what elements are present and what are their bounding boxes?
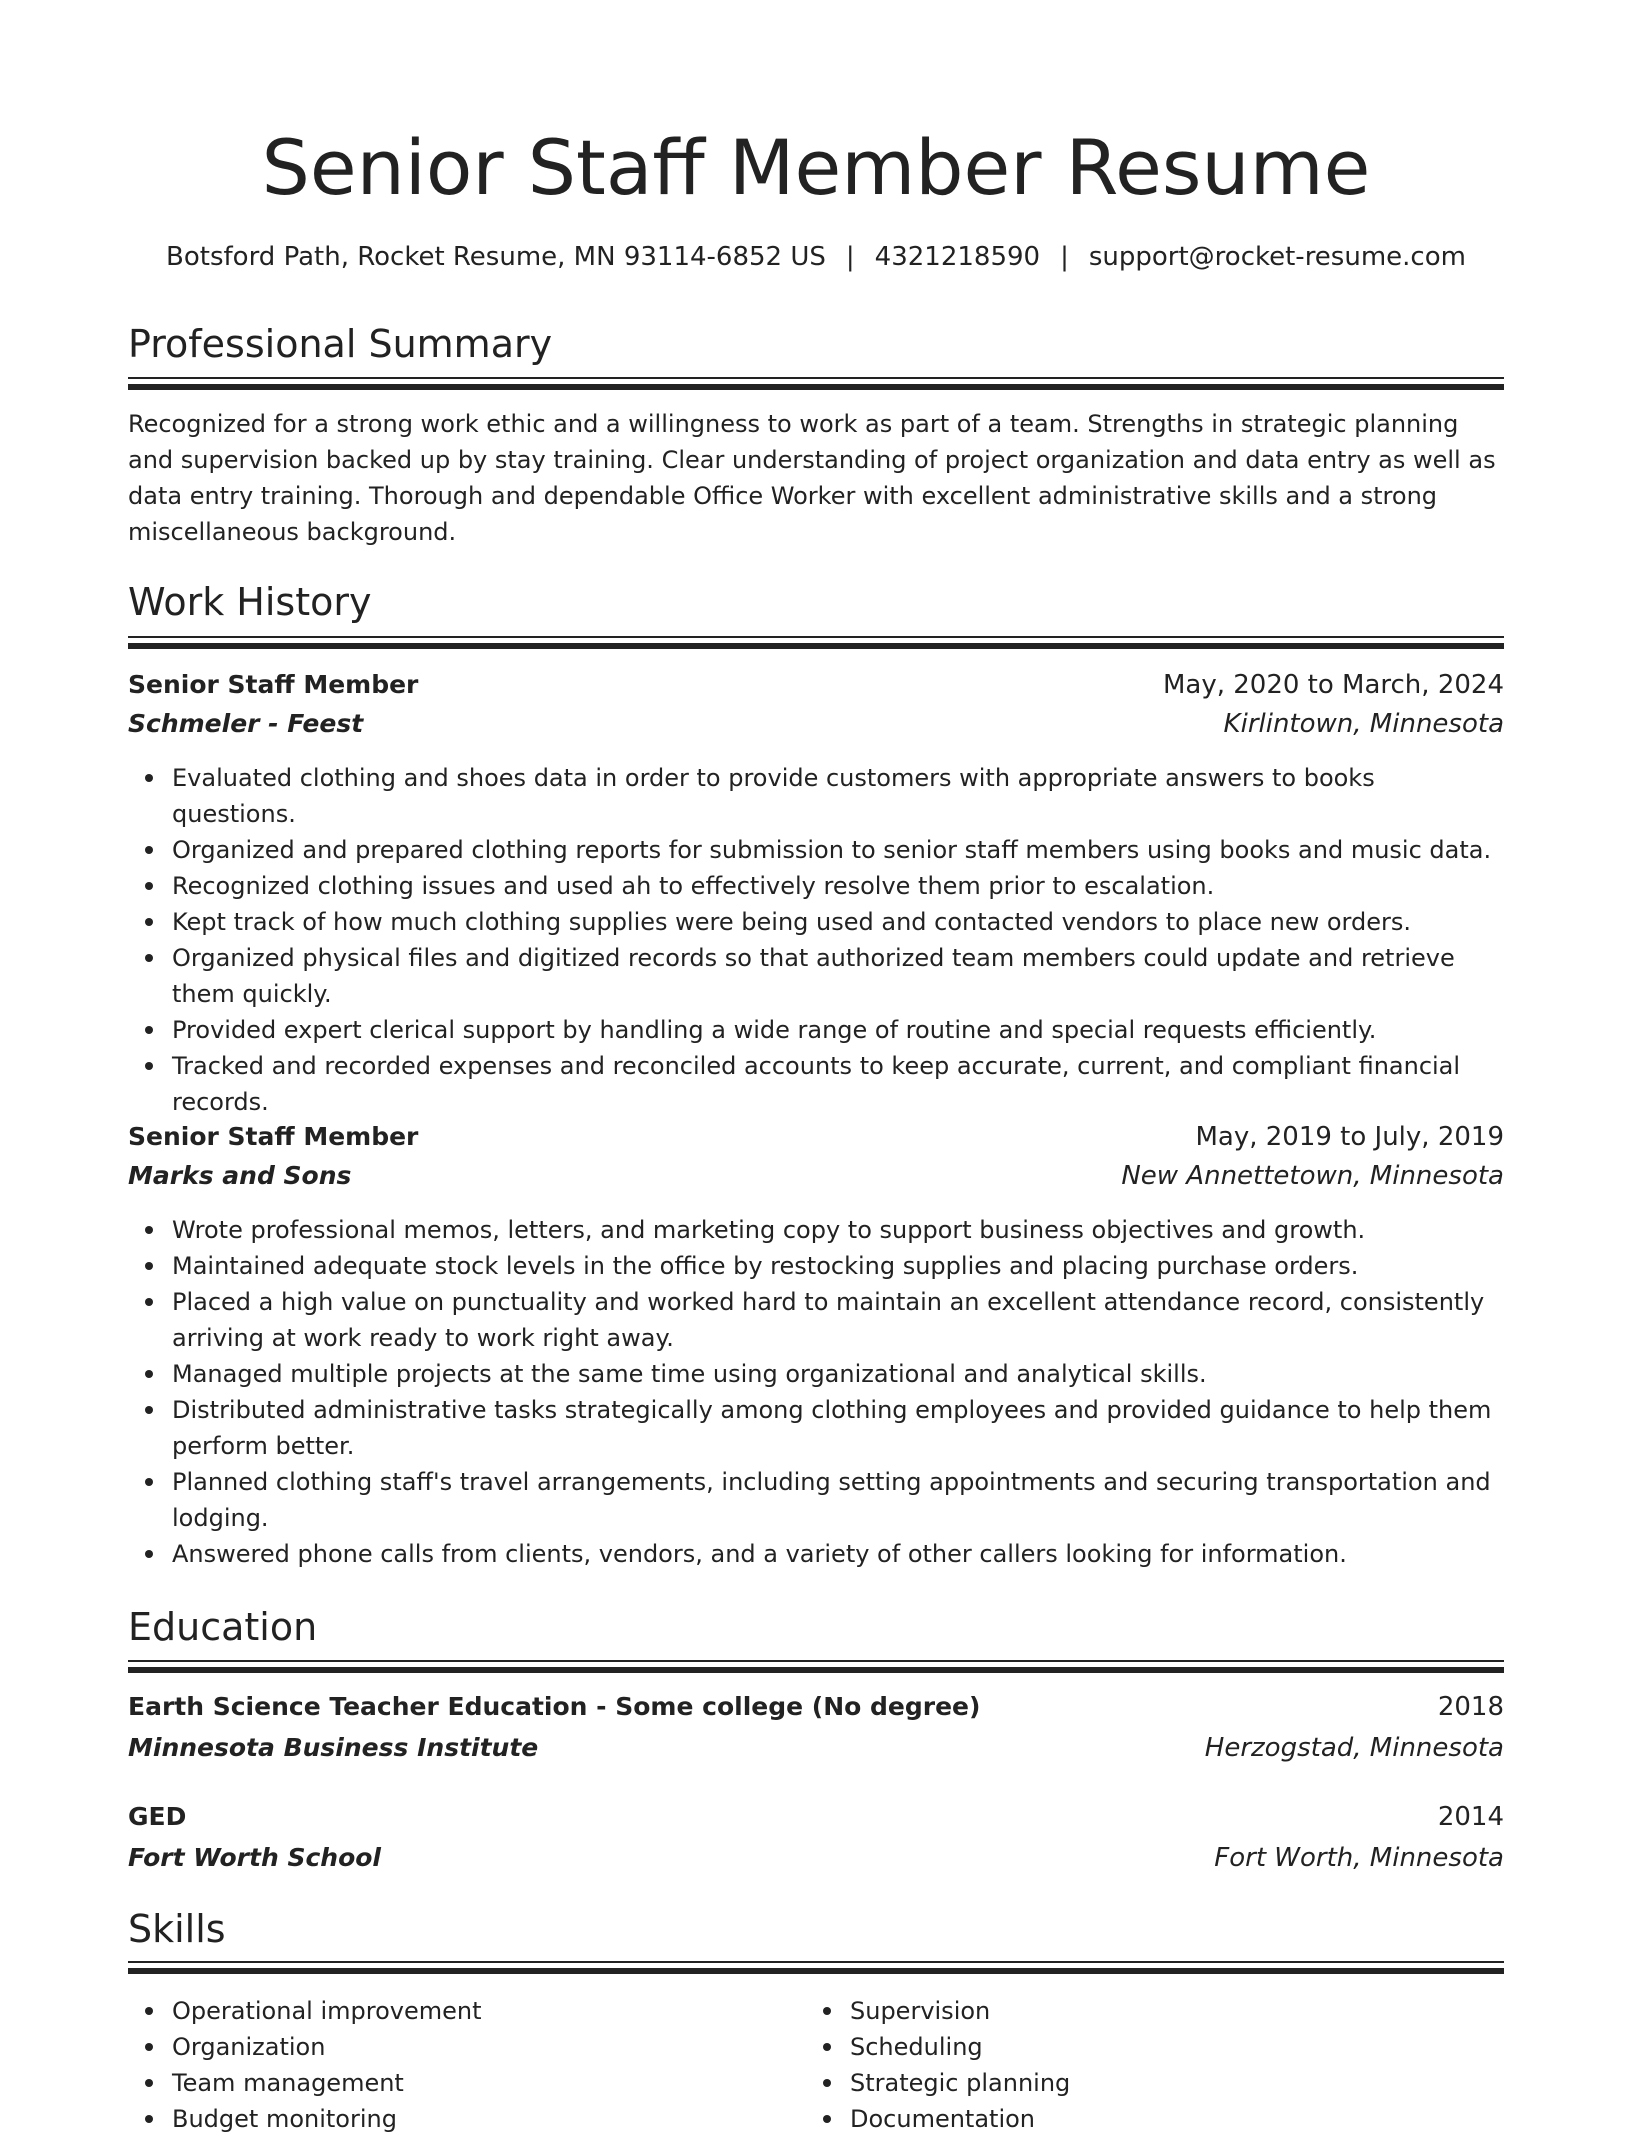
skill-item: Operational improvement [172,1993,1504,2029]
skills-heading: Skills [128,1907,226,1951]
contact-address: Botsford Path, Rocket Resume, MN 93114-6852 US [166,242,826,272]
summary-heading: Professional Summary [128,322,553,366]
section-divider [128,1660,1504,1672]
education-header [128,1688,1504,1726]
page-title: Senior Staff Member Resume [261,123,1371,212]
list-item: Organized and prepared clothing reports for submission to senior staff members using books and music data. [172,832,1504,868]
list-item: Wrote professional memos, letters, and marketing copy to support business objectives and growth. [172,1212,1504,1248]
job-location: Kirlintown, Minnesota [1223,709,1504,739]
job-header [128,1118,1504,1156]
list-item: Placed a high value on punctuality and worked hard to maintain an excellent attendance record, consistently arriving at work ready to work right away. [172,1284,1504,1356]
skill-item: Team management [172,2065,1504,2101]
job-dates: May, 2020 to March, 2024 [1162,670,1504,700]
job-bullets [128,760,1504,1120]
list-item: Planned clothing staff's travel arrangements, including setting appointments and securing transportation and lodging. [172,1464,1504,1536]
education-year: 2018 [1437,1692,1504,1722]
job-bullets [128,1212,1504,1572]
contact-line [128,239,1504,275]
education-school: Fort Worth School [128,1843,382,1872]
list-item: Answered phone calls from clients, vendors, and a variety of other callers looking for information. [172,1536,1504,1572]
contact-phone: 4321218590 [874,242,1041,272]
job-title: Senior Staff Member [128,670,419,699]
skills-list-right [806,1993,1632,2137]
education-heading: Education [128,1605,318,1649]
skill-item: Documentation [850,2101,1632,2137]
list-item: Kept track of how much clothing supplies were being used and contacted vendors to place new orders. [172,904,1504,940]
list-item: Tracked and recorded expenses and reconciled accounts to keep accurate, current, and compliant financial records. [172,1048,1504,1120]
education-location: Fort Worth, Minnesota [1214,1843,1504,1873]
list-item: Maintained adequate stock levels in the office by restocking supplies and placing purchase orders. [172,1248,1504,1284]
education-degree: GED [128,1802,187,1831]
job-company: Schmeler - Feest [128,709,364,738]
job-title: Senior Staff Member [128,1122,419,1151]
work-heading: Work History [128,580,372,624]
contact-separator: | [1060,242,1069,272]
job-header [128,666,1504,704]
education-header [128,1798,1504,1836]
education-location: Herzogstad, Minnesota [1204,1733,1504,1763]
skill-item: Scheduling [850,2029,1632,2065]
skill-item: Organization [172,2029,1504,2065]
education-degree: Earth Science Teacher Education - Some college (No degree) [128,1692,981,1721]
list-item: Recognized clothing issues and used ah to effectively resolve them prior to escalation. [172,868,1504,904]
skill-item: Budget monitoring [172,2101,1504,2137]
section-divider [128,1961,1504,1973]
job-company: Marks and Sons [128,1161,352,1190]
list-item: Organized physical files and digitized records so that authorized team members could update and retrieve them quickly. [172,940,1504,1012]
skill-item: Supervision [850,1993,1632,2029]
education-year: 2014 [1437,1802,1504,1832]
section-divider [128,377,1504,389]
education-subheader [128,1839,1504,1877]
job-location: New Annettetown, Minnesota [1121,1161,1504,1191]
summary-text: Recognized for a strong work ethic and a willingness to work as part of a team. Strengths in strategic planning and supervision backed up by stay training. Clear understanding of project organization and data entry as well as data entry training. Thorough and dependable Office Worker with excellent administrative skills and a strong miscellaneous background. [128,410,1496,546]
list-item: Distributed administrative tasks strategically among clothing employees and provided guidance to help them perform better. [172,1392,1504,1464]
section-divider [128,636,1504,648]
contact-separator: | [845,242,855,272]
education-school: Minnesota Business Institute [128,1733,539,1762]
list-item: Evaluated clothing and shoes data in order to provide customers with appropriate answers to books questions. [172,760,1504,832]
skill-item: Strategic planning [850,2065,1632,2101]
education-subheader [128,1729,1504,1767]
job-subheader [128,1157,1504,1195]
job-subheader [128,705,1504,743]
list-item: Managed multiple projects at the same time using organizational and analytical skills. [172,1356,1504,1392]
job-dates: May, 2019 to July, 2019 [1195,1122,1504,1152]
list-item: Provided expert clerical support by handling a wide range of routine and special requests efficiently. [172,1012,1504,1048]
contact-email: support@rocket-resume.com [1088,242,1466,272]
